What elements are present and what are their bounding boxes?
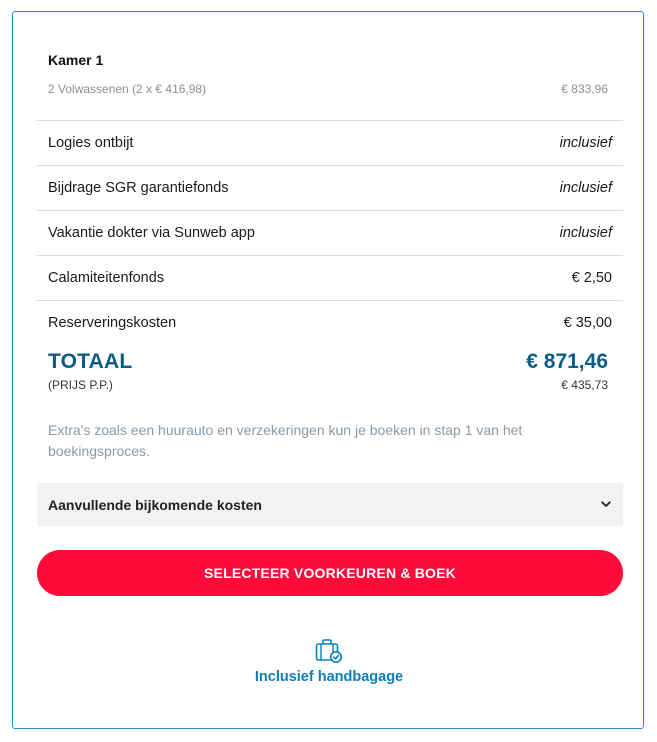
chevron-down-icon xyxy=(600,499,612,511)
cost-lines xyxy=(37,120,623,345)
total-label: TOTAAL xyxy=(48,350,133,373)
cost-line-label: Reserveringskosten xyxy=(48,315,177,331)
cost-line-value: € 2,50 xyxy=(571,270,612,286)
cost-line-sgr xyxy=(37,165,623,210)
cost-line-value: inclusief xyxy=(559,225,612,241)
additional-costs-accordion[interactable] xyxy=(37,483,623,526)
cost-line-label: Calamiteitenfonds xyxy=(48,270,165,286)
accordion-label: Aanvullende bijkomende kosten xyxy=(48,496,262,513)
cost-line-label: Vakantie dokter via Sunweb app xyxy=(48,225,255,241)
per-person-amount: € 435,73 xyxy=(561,378,608,392)
cost-line-value: inclusief xyxy=(559,180,612,196)
cost-line-label: Logies ontbijt xyxy=(48,135,134,151)
select-preferences-book-button[interactable]: SELECTEER VOORKEUREN & BOEK xyxy=(37,550,623,596)
room-price: € 833,96 xyxy=(561,82,608,96)
suitcase-check-icon xyxy=(315,638,343,664)
extras-note: Extra's zoals een huurauto en verzekeringen kun je boeken in stap 1 van het boekingsproces. xyxy=(48,422,523,459)
price-summary-card xyxy=(12,11,644,729)
room-title: Kamer 1 xyxy=(48,52,104,68)
cost-line-calamity xyxy=(37,255,623,300)
per-person-label: (PRIJS P.P.) xyxy=(48,378,113,392)
cost-line-value: € 35,00 xyxy=(563,315,612,331)
cost-line-reservation xyxy=(37,300,623,345)
cost-line-label: Bijdrage SGR garantiefonds xyxy=(48,180,229,196)
room-occupants: 2 Volwassenen (2 x € 416,98) xyxy=(48,82,207,96)
cost-line-logies xyxy=(37,120,623,165)
cost-line-doctor xyxy=(37,210,623,255)
handbaggage-link[interactable]: Inclusief handbagage xyxy=(254,669,404,685)
total-amount: € 871,46 xyxy=(526,350,608,373)
cost-line-value: inclusief xyxy=(559,135,612,151)
